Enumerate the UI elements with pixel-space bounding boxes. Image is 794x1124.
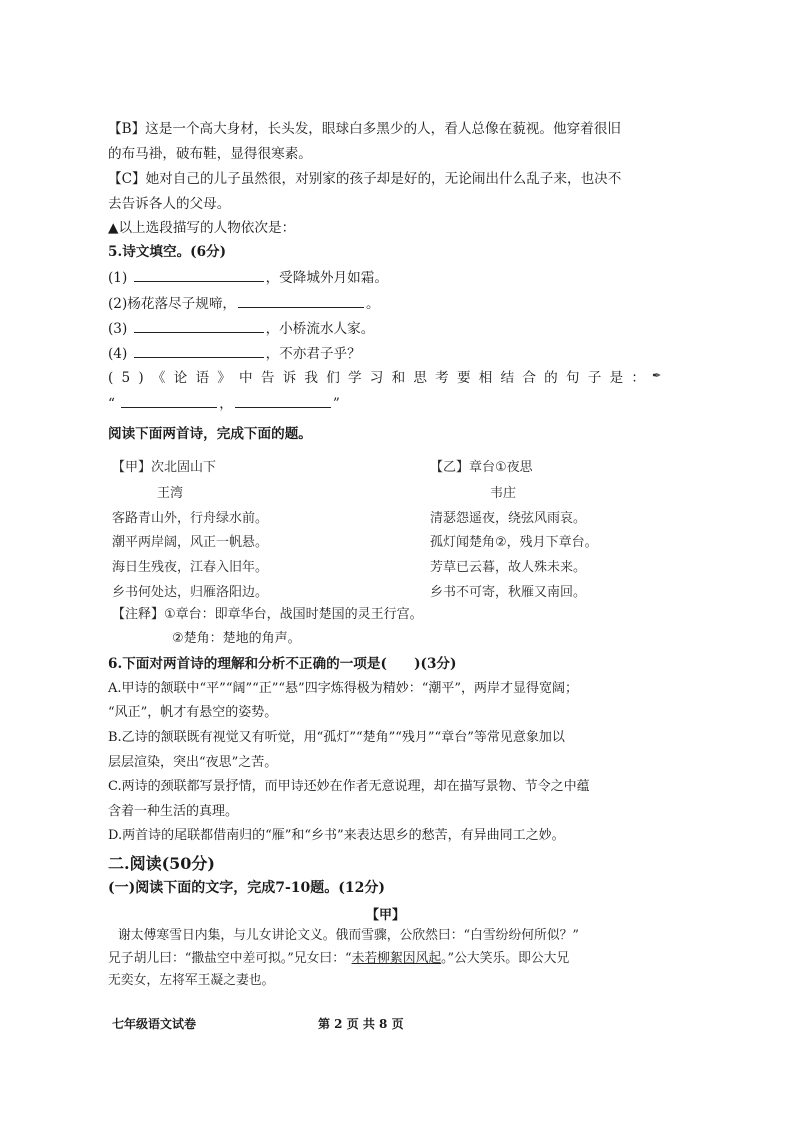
q5-item-3-text: ，小桥流水人家。 bbox=[265, 321, 375, 337]
poem-jia-author: 王湾 bbox=[157, 486, 184, 501]
q5-item-5: (5)《论语》中告诉我们学习和思考要相结合的句子是： bbox=[108, 370, 654, 386]
quote-open: “ bbox=[108, 396, 115, 412]
q5-item-1-num: (1) bbox=[108, 270, 128, 286]
q6-option-d: D.两首诗的尾联都借南归的“雁”和“乡书”来表达思乡的愁苦，有异曲同工之妙。 bbox=[108, 828, 565, 843]
passage-line-3: 无奕女，左将军王凝之妻也。 bbox=[108, 973, 275, 988]
pen-mark-icon: ✒ bbox=[652, 369, 662, 382]
q5-item-2-blank[interactable] bbox=[238, 294, 364, 308]
passage-underlined-sentence: 未若柳絮因风起 bbox=[351, 951, 442, 966]
quote-close: ” bbox=[332, 396, 340, 412]
q5-item-3-num: (3) bbox=[108, 321, 128, 337]
q5-title: 5.诗文填空。(6分) bbox=[108, 244, 227, 260]
section-2-subtitle: (一)阅读下面的文字，完成7-10题。(12分) bbox=[108, 880, 386, 896]
poem-jia-line-2: 潮平两岸阔，风正一帆悬。 bbox=[112, 535, 269, 550]
poem-jia-title: 【甲】次北固山下 bbox=[112, 460, 217, 475]
q5-item-2 bbox=[108, 294, 380, 313]
option-b-line-1: 【B】这是一个高大身材，长头发，眼球白多黑少的人，看人总像在藐视。他穿着很旧 bbox=[108, 121, 621, 137]
passage-line-2-a: 兄子胡儿曰：“撒盐空中差可拟。”兄女曰：“ bbox=[108, 951, 352, 966]
poem-jia-line-4: 乡书何处达，归雁洛阳边。 bbox=[112, 585, 269, 600]
passage-line-1: 谢太傅寒雪日内集，与儿女讲论文义。俄而雪骤，公欣然曰：“白雪纷纷何所似？” bbox=[118, 928, 579, 943]
section-2-title: 二.阅读(50分) bbox=[108, 854, 215, 873]
poem-jia-line-1: 客路青山外，行舟绿水前。 bbox=[112, 511, 269, 526]
poem-yi-line-2: 孤灯闻楚角②，残月下章台。 bbox=[430, 535, 598, 550]
option-b-line-2: 的布马褂，破布鞋，显得很寒素。 bbox=[108, 146, 312, 162]
q5-item-1-blank[interactable] bbox=[134, 268, 264, 282]
q5-item-5-blank-2[interactable] bbox=[235, 394, 331, 408]
passage-jia-label: 【甲】 bbox=[366, 908, 406, 923]
reading-intro: 阅读下面两首诗，完成下面的题。 bbox=[108, 426, 312, 442]
note-1: 【注释】①章台：即章华台，战国时楚国的灵王行宫。 bbox=[112, 607, 423, 622]
q5-item-5-blank-1[interactable] bbox=[121, 394, 217, 408]
q6-option-b-line-2: 层层渲染，突出“夜思”之苦。 bbox=[108, 755, 278, 770]
poem-jia-line-3: 海日生残夜，江春入旧年。 bbox=[112, 560, 269, 575]
poem-yi-title: 【乙】章台①夜思 bbox=[430, 460, 533, 475]
comma: ， bbox=[219, 396, 233, 412]
q6-option-a-line-2: “风正”，帆才有悬空的姿势。 bbox=[108, 705, 278, 720]
q6-option-c-line-1: C.两诗的颈联都写景抒情，而甲诗还妙在作者无意说理，却在描写景物、节令之中蕴 bbox=[108, 779, 590, 794]
poem-yi-line-1: 清瑟怨遥夜，绕弦风雨哀。 bbox=[430, 511, 587, 526]
q6-option-a-line-1: A.甲诗的颔联中“平”“阔”“正”“悬”四字炼得极为精妙：“潮平”，两岸才显得宽阔； bbox=[108, 681, 578, 696]
q6-title: 6.下面对两首诗的理解和分析不正确的一项是( )(3分) bbox=[108, 656, 457, 672]
q5-item-3-blank[interactable] bbox=[134, 319, 264, 333]
q5-item-4-num: (4) bbox=[108, 346, 128, 362]
q5-item-1-text: ，受降城外月如霜。 bbox=[265, 270, 388, 286]
q5-item-2-num: (2)杨花落尽子规啼， bbox=[108, 296, 237, 312]
q5-item-4-text: ，不亦君子乎？ bbox=[265, 346, 361, 362]
q6-option-c-line-2: 含着一种生活的真理。 bbox=[108, 804, 239, 819]
passage-line-2-b: 。”公大笑乐。即公大兄 bbox=[441, 951, 570, 966]
q6-option-b-line-1: B.乙诗的颔联既有视觉又有听觉，用“孤灯”“楚角”“残月”“章台”等常见意象加以 bbox=[108, 730, 565, 745]
question-prompt: ▲以上选段描写的人物依次是： bbox=[108, 220, 296, 236]
q5-item-3 bbox=[108, 319, 374, 338]
poem-yi-line-3: 芳草已云暮，故人殊未来。 bbox=[430, 560, 587, 575]
option-c-line-2: 去告诉各人的父母。 bbox=[108, 196, 231, 212]
q5-item-1 bbox=[108, 268, 388, 287]
footer-page-number: 第 2 页 共 8 页 bbox=[318, 1017, 404, 1031]
note-2: ②楚角：楚地的角声。 bbox=[172, 631, 301, 646]
poem-yi-author: 韦庄 bbox=[490, 486, 517, 501]
option-c-line-1: 【C】她对自己的儿子虽然很，对别家的孩子却是好的，无论闹出什么乱子来，也决不 bbox=[108, 171, 622, 187]
footer-exam-name: 七年级语文试卷 bbox=[112, 1017, 197, 1031]
q5-item-5-answer bbox=[108, 394, 340, 413]
q5-item-4-blank[interactable] bbox=[134, 344, 264, 358]
poem-yi-line-4: 乡书不可寄，秋雁又南回。 bbox=[430, 585, 587, 600]
passage-line-2 bbox=[108, 950, 569, 968]
q5-item-2-text: 。 bbox=[366, 296, 380, 312]
q5-item-4 bbox=[108, 344, 361, 363]
